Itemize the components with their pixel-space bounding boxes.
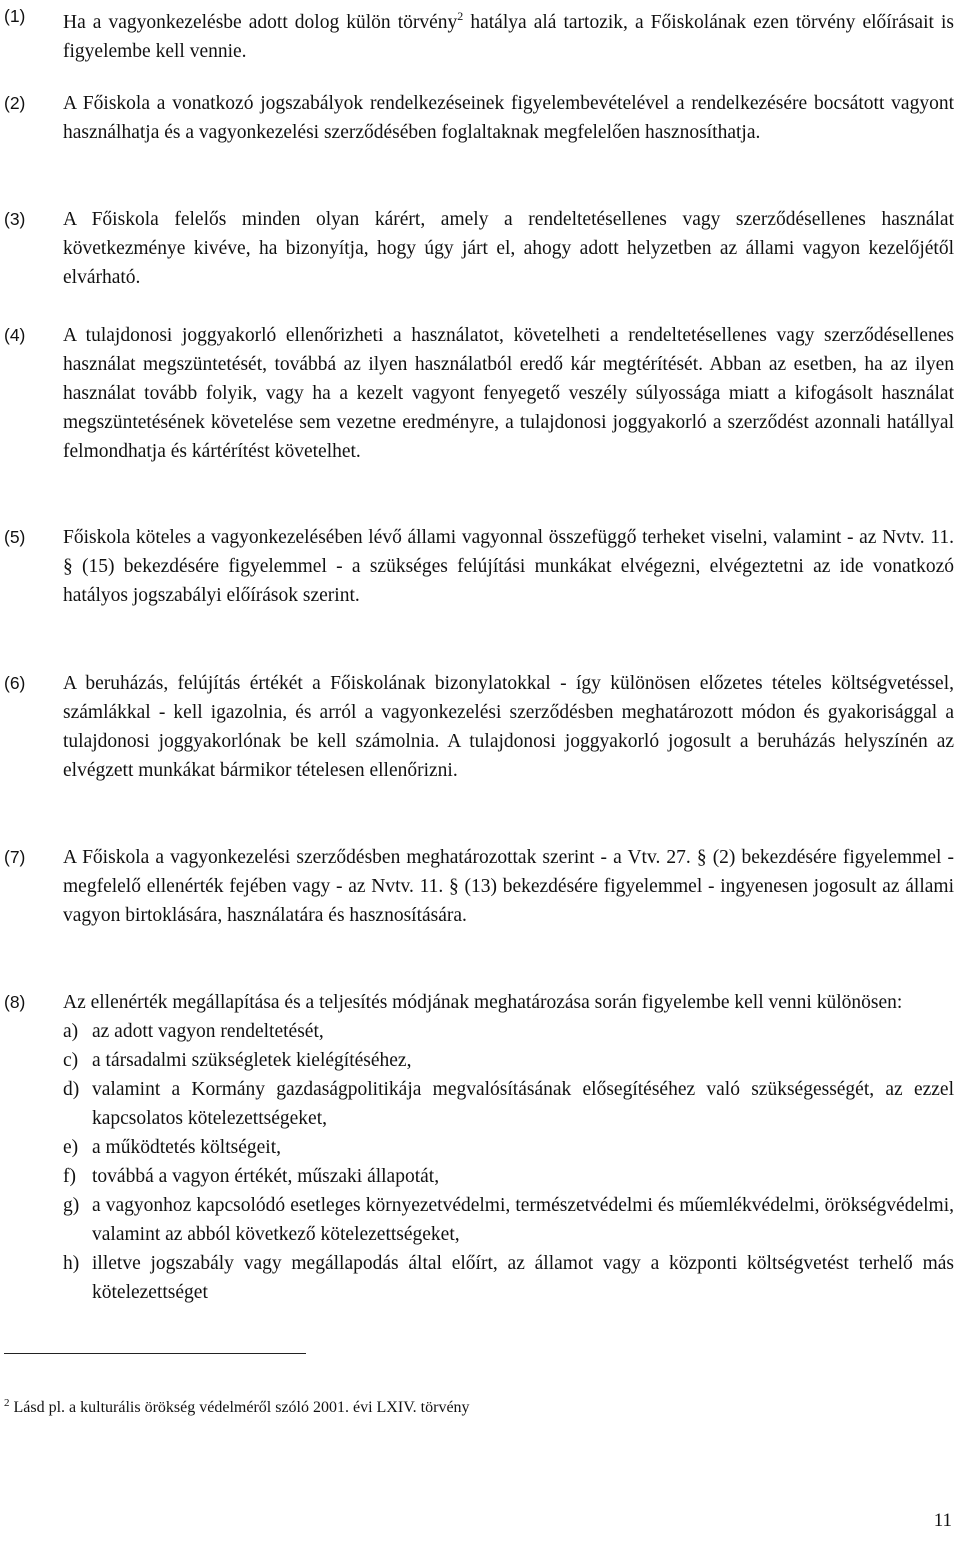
footnote-separator: [4, 1353, 306, 1354]
paragraph-text: A Főiskola felelős minden olyan kárért, amely a rendeltetésellenes vagy szerződésellenes használat következménye kivéve, ha bizonyítja, hogy úgy járt el, ahogy adott helyzetben az állami vagyon kezelőjétől elvárható.: [63, 209, 954, 288]
paragraph-text: A Főiskola a vagyonkezelési szerződésben meghatározottak szerint - a Vtv. 27. § (2) bekezdésére figyelemmel - megfelelő ellenérték fejében vagy - az Nvtv. 11. § (13) bekezdésére figyelemmel - ingyenesen jogosult az állami vagyon birtoklására, használatára és hasznosítására.: [63, 847, 954, 926]
footnote-reference[interactable]: 2: [457, 9, 464, 23]
list-item: g) a vagyonhoz kapcsolódó esetleges környezetvédelmi, természetvédelmi és műemlékvédelmi, örökségvédelmi, valamint az abból következő kötelezettségeket,: [63, 1195, 954, 1245]
paragraph-number: (8): [4, 992, 26, 1012]
paragraph-7: [0, 843, 960, 930]
criteria-list: [63, 1017, 954, 1307]
paragraph-text: Ha a vagyonkezelésbe adott dolog külön törvény$^2$ hatálya alá tartozik, a Főiskolának ezen törvény előírásait is figyelembe kell vennie.: [63, 9, 954, 62]
paragraph-text: Főiskola köteles a vagyonkezelésében lévő állami vagyonnal összefüggő terheket viselni, valamint - az Nvtv. 11. § (15) bekezdésére figyelemmel - a szükséges felújítási munkákat elvégezni, elvégeztetni az ide vonatkozó hatályos jogszabályi előírások szerint.: [63, 527, 954, 606]
paragraph-number: (7): [4, 847, 26, 867]
paragraph-text: A Főiskola a vonatkozó jogszabályok rendelkezéseinek figyelembevételével a rendelkezésére bocsátott vagyont használhatja és a vagyonkezelési szerződésében foglaltaknak megfelelően hasznosíthatja.: [63, 93, 954, 143]
paragraph-6: [0, 669, 960, 785]
list-item: e) a működtetés költségeit,: [63, 1137, 282, 1158]
paragraph-number: (6): [4, 673, 26, 693]
paragraph-number: (3): [4, 209, 26, 229]
paragraph-3: [0, 205, 960, 292]
paragraph-text: A tulajdonosi joggyakorló ellenőrizheti a használatot, követelheti a rendeltetésellenes vagy szerződésellenes használat megszüntetését, továbbá az ilyen használatból eredő kár megtérítését. Abban az esetben, ha az ilyen használat tovább folyik, vagy ha a kezelt vagyont fenyegető veszély súlyossága miatt a kifogásolt használat megszüntetésének követelése sem vezetne eredményre, a tulajdonosi joggyakorló a szerződést azonnali hatállyal felmondhatja és kártérítést követelhet.: [63, 325, 954, 462]
paragraph-number: (2): [4, 93, 26, 113]
list-item: a) az adott vagyon rendeltetését,: [63, 1021, 324, 1042]
list-item: h) illetve jogszabály vagy megállapodás által előírt, az államot vagy a központi költségvetést terhelő más kötelezettséget: [63, 1253, 954, 1303]
footnote-text: Lásd pl. a kulturális örökség védelméről szóló 2001. évi LXIV. törvény: [13, 1399, 470, 1416]
paragraph-number: (4): [4, 325, 26, 345]
footnote-number: 2: [4, 1397, 10, 1409]
page-number: 11: [933, 1510, 952, 1531]
footnote: [4, 1392, 470, 1419]
list-item: c) a társadalmi szükségletek kielégítéséhez,: [63, 1050, 412, 1071]
paragraph-1: [0, 2, 960, 66]
paragraph-5: [0, 523, 960, 610]
paragraph-8: [0, 988, 960, 1307]
paragraph-4: [0, 321, 960, 466]
paragraph-2: [0, 89, 960, 147]
list-item: d) valamint a Kormány gazdaságpolitikája megvalósításának elősegítéséhez való szükségességét, az ezzel kapcsolatos kötelezettségeket,: [63, 1079, 954, 1129]
paragraph-text: A beruházás, felújítás értékét a Főiskolának bizonylatokkal - így különösen előzetes tételes költségvetéssel, számlákkal - kell igazolnia, és arról a vagyonkezelési szerződésben meghatározott módon és gyakorisággal a tulajdonosi joggyakorlónak be kell számolnia. A tulajdonosi joggyakorló jogosult a beruházás helyszínén az elvégzett munkákat bármikor tételesen ellenőrizni.: [63, 673, 954, 781]
list-item: f) továbbá a vagyon értékét, műszaki állapotát,: [63, 1166, 440, 1187]
paragraph-text: Az ellenérték megállapítása és a teljesítés módjának meghatározása során figyelembe kell venni különösen: a) az adott vagyon rendeltetését, c) a társadalmi szükségletek kielégítéséhez, d) valamint a Kormány gazdaságpolitikája megvalósításának elősegítéséhez való szükségességét, az ezzel kapcsolatos kötelezettségeket, e) a működtetés költségeit, f) továbbá a vagyon értékét, műszaki állapotát, g) a vagyonhoz kapcsolódó esetleges környezetvédelmi, természetvédelmi és műemlékvédelmi, örökségvédelmi, valamint az abból következő kötelezettségeket, h) illetve jogszabály vagy megállapodás által előírt, az államot vagy a központi költségvetést terhelő más kötelezettséget: [63, 988, 954, 1307]
paragraph-number: (1): [4, 6, 26, 26]
paragraph-number: (5): [4, 527, 26, 547]
